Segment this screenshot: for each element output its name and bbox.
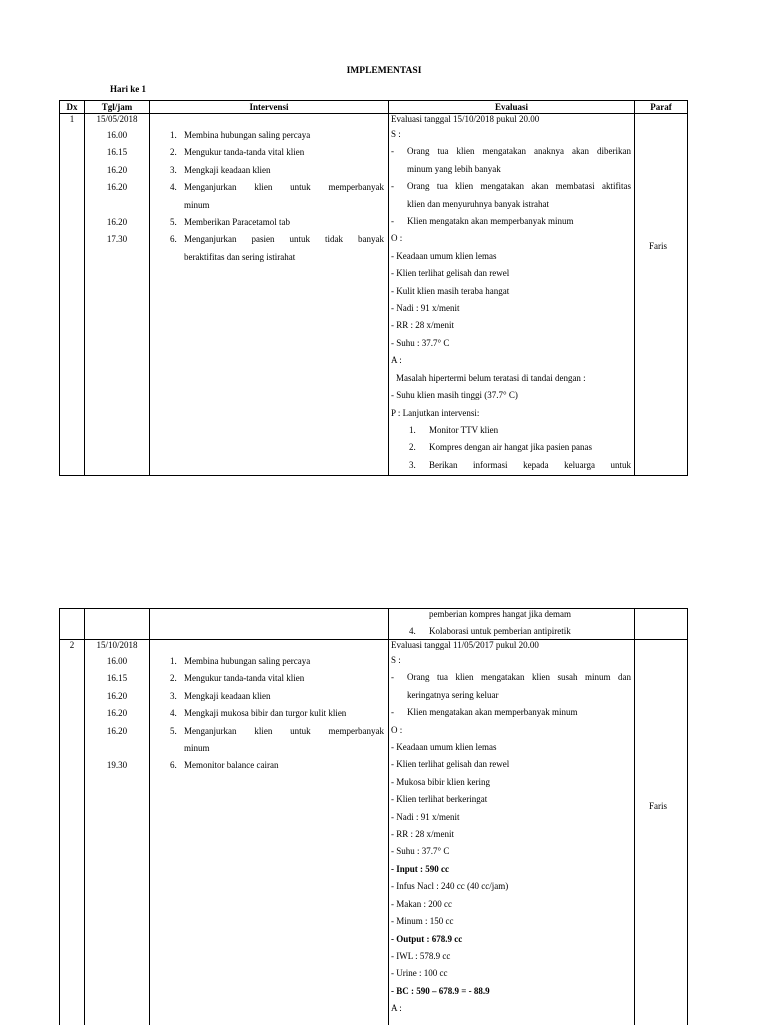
time: 16.20 — [106, 708, 128, 719]
o-label: O : — [391, 233, 403, 244]
time: 16.20 — [106, 164, 128, 175]
times — [85, 127, 149, 249]
p-item: 1. Monitor TTV klien — [409, 424, 499, 435]
intervention-item: 2. Mengukur tanda-tanda vital klien — [170, 673, 305, 684]
time: 16.20 — [106, 217, 128, 228]
o-item: - Nadi : 91 x/menit — [391, 811, 460, 822]
intervention-item: 5. Memberikan Paracetamol tab — [170, 217, 290, 228]
time: 16.20 — [106, 182, 128, 193]
implementation-table-1 — [59, 100, 688, 476]
eval-header: Evaluasi tanggal 11/05/2017 pukul 20.00 — [391, 640, 539, 650]
page-title: IMPLEMENTASI — [346, 66, 422, 76]
paraf-signature: Faris — [649, 241, 667, 251]
header-tgl: Tgl/jam — [101, 102, 133, 112]
header-paraf: Paraf — [650, 102, 672, 112]
a-item: - Suhu klien masih tinggi (37.7° C) — [391, 390, 518, 401]
intervention-item: 4. Menganjurkan klien untuk memperbanyak — [170, 182, 384, 193]
paraf-signature: Faris — [649, 801, 667, 811]
s-item: - Klien mengatakan akan memperbanyak minum — [391, 707, 578, 718]
s-item: - Klien mengatakn akan memperbanyak minum — [391, 216, 574, 227]
implementation-table-2 — [59, 608, 688, 1025]
header-intervensi: Intervensi — [249, 102, 289, 112]
input-item: - Makan : 200 cc — [391, 898, 452, 909]
evaluation — [391, 638, 631, 1018]
o-item: - Keadaan umum klien lemas — [391, 250, 497, 261]
o-item: - Klien terlihat gelisah dan rewel — [391, 268, 510, 279]
times — [85, 653, 149, 775]
o-item: - Keadaan umum klien lemas — [391, 742, 497, 753]
header-dx: Dx — [66, 102, 78, 112]
o-item: - Nadi : 91 x/menit — [391, 303, 460, 314]
o-item: - Klien terlihat berkeringat — [391, 794, 488, 805]
p-item-cont: pemberian kompres hangat jika demam — [429, 609, 571, 619]
time — [85, 197, 149, 214]
input-label: - Input : 590 cc — [391, 863, 449, 874]
time — [85, 740, 149, 757]
a-label: A : — [391, 1003, 402, 1014]
intervention-item: 1. Membina hubungan saling percaya — [170, 130, 311, 140]
s-item: - Orang tua klien mengatakan klien susah minum dan — [391, 672, 631, 683]
intervention-item-cont: beraktifitas dan sering istirahat — [184, 251, 296, 262]
intervention-item: 6. Memonitor balance cairan — [170, 760, 279, 771]
intervention-item: 1. Membina hubungan saling percaya — [170, 656, 311, 666]
intervention-item: 3. Mengkaji keadaan klien — [170, 690, 271, 701]
s-item: - Orang tua klien mengatakan akan membatasi aktifitas — [391, 181, 631, 192]
output-item: - IWL : 578.9 cc — [391, 950, 451, 961]
o-item: - RR : 28 x/menit — [391, 829, 454, 840]
o-item: - Suhu : 37.7° C — [391, 846, 450, 857]
input-item: - Infus Nacl : 240 cc (40 cc/jam) — [391, 881, 509, 892]
intervention-item-cont: minum — [184, 743, 210, 754]
o-item: - RR : 28 x/menit — [391, 320, 454, 331]
date: 15/10/2018 — [96, 640, 138, 650]
time: 16.15 — [106, 673, 128, 684]
intervention-item: 3. Mengkaji keadaan klien — [170, 164, 271, 175]
dx-number: 1 — [69, 114, 75, 124]
time: 16.00 — [106, 656, 128, 666]
o-item: - Suhu : 37.7° C — [391, 337, 450, 348]
o-label: O : — [391, 724, 403, 735]
time: 16.00 — [106, 130, 128, 140]
input-item: - Minum : 150 cc — [391, 916, 454, 927]
balance-cairan: - BC : 590 – 678.9 = - 88.9 — [391, 985, 490, 996]
p-label: P : Lanjutkan intervensi: — [391, 407, 480, 418]
p-item: 2. Kompres dengan air hangat jika pasien panas — [409, 442, 592, 453]
p-item: 4. Kolaborasi untuk pemberian antipiretik — [409, 626, 571, 637]
intervention-item: 4. Mengkaji mukosa bibir dan turgor kulit klien — [170, 708, 347, 719]
time: 16.20 — [106, 690, 128, 701]
o-item: - Mukosa bibir klien kering — [391, 776, 490, 787]
s-item-cont: klien dan menyuruhnya banyak istrahat — [407, 198, 549, 209]
header-evaluasi: Evaluasi — [494, 102, 528, 112]
output-label: - Output : 678.9 cc — [391, 933, 463, 944]
intervention-list — [170, 653, 384, 775]
o-item: - Klien terlihat gelisah dan rewel — [391, 759, 510, 770]
o-item: - Kulit klien masih teraba hangat — [391, 285, 510, 296]
p-item: 3. Berikan informasi kepada keluarga untuk — [409, 459, 631, 470]
s-item: - Orang tua klien mengatakan anaknya akan diberikan — [391, 146, 631, 157]
eval-header: Evaluasi tanggal 15/10/2018 pukul 20.00 — [391, 114, 540, 124]
intervention-item: 5. Menganjurkan klien untuk memperbanyak — [170, 725, 384, 736]
evaluation-continued — [391, 606, 631, 641]
date: 15/05/2018 — [96, 114, 138, 124]
s-item-cont: minum yang lebih banyak — [407, 163, 501, 174]
dx-number: 2 — [69, 640, 75, 650]
intervention-item: 2. Mengukur tanda-tanda vital klien — [170, 147, 305, 158]
time: 16.20 — [106, 725, 128, 736]
output-item: - Urine : 100 cc — [391, 968, 448, 979]
time: 17.30 — [106, 234, 128, 245]
evaluation — [391, 112, 631, 474]
intervention-item-cont: minum — [184, 199, 210, 210]
s-label: S : — [391, 129, 401, 139]
intervention-list — [170, 127, 384, 266]
intervention-item: 6. Menganjurkan pasien untuk tidak banyak — [170, 234, 384, 245]
a-item: Masalah hipertermi belum teratasi di tandai dengan : — [396, 372, 586, 383]
time: 16.15 — [106, 147, 128, 158]
a-label: A : — [391, 355, 402, 366]
s-label: S : — [391, 655, 401, 665]
day-label: Hari ke 1 — [110, 84, 146, 94]
s-item-cont: keringatnya sering keluar — [407, 689, 499, 700]
time: 19.30 — [106, 760, 128, 771]
